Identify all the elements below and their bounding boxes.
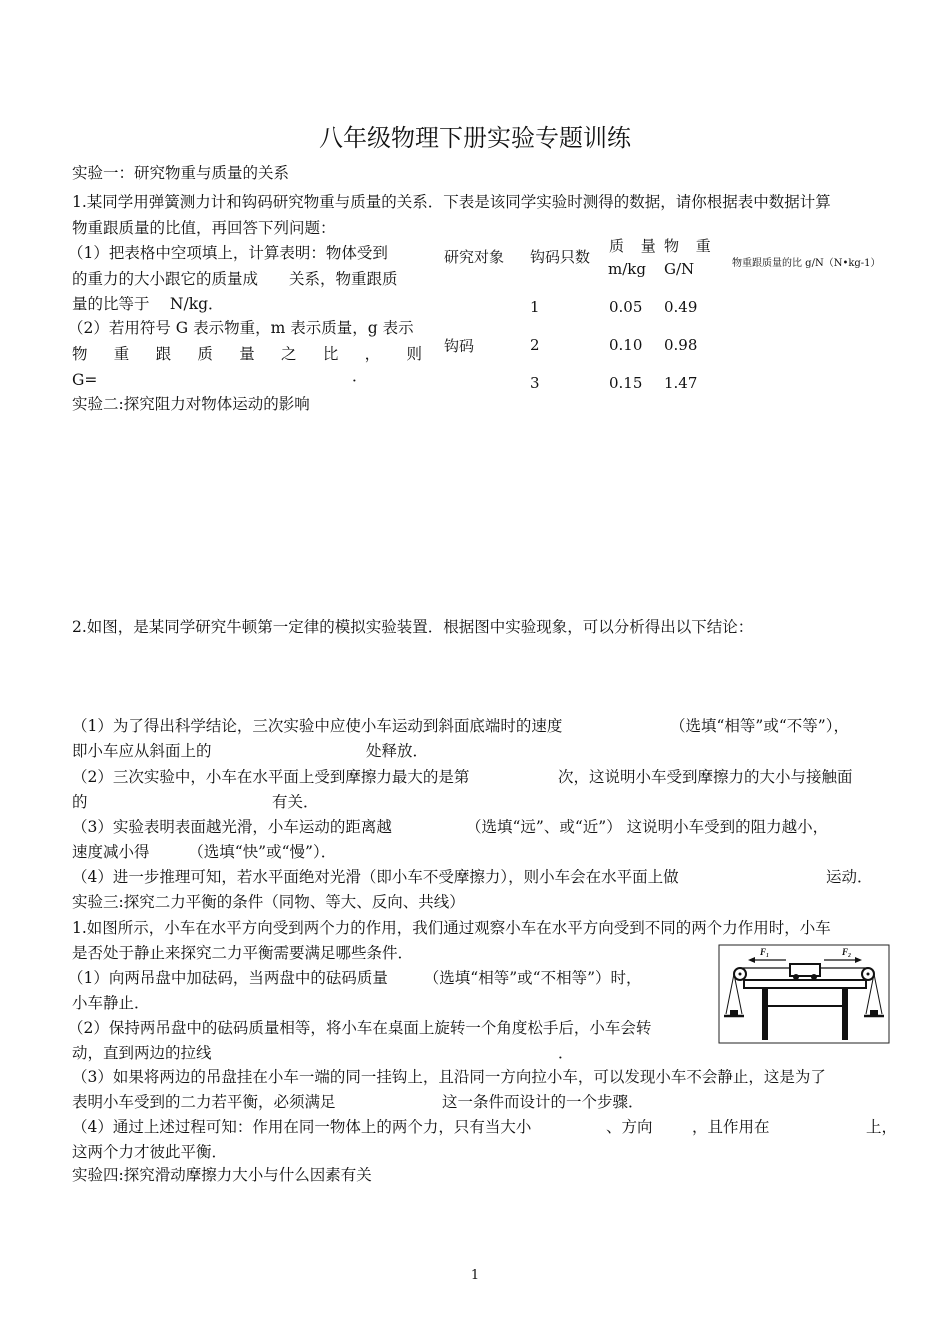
exp2-p3-line2: 速度减小得 （选填“快”或“慢”）． — [72, 843, 337, 861]
force-label-f1: F₁ — [760, 947, 770, 957]
table-header-count: 钩码只数 — [530, 248, 591, 266]
table-header-mass-unit: m/kg — [608, 260, 646, 278]
exp2-p1-line2b: 处释放． — [366, 742, 429, 760]
table-cell-mass: 0.05 — [609, 298, 643, 316]
exp3-p4-line1a: （4）通过上述过程可知：作用在同一物体上的两个力，只有当大小 — [72, 1118, 532, 1136]
exp1-q1-line3: 量的比等于 N/kg． — [72, 295, 224, 313]
exp2-p2-line1a: （2）三次实验中，小车在水平面上受到摩擦力最大的是第 — [72, 768, 470, 786]
force-label-f2: F₂ — [842, 947, 852, 957]
table-header-weight-unit: G/N — [664, 260, 695, 278]
exp3-p4-line1d: 上， — [866, 1118, 898, 1136]
table-cell-weight: 1.47 — [664, 374, 698, 392]
exp3-p4-line1c: ，且作用在 — [692, 1118, 770, 1136]
exp3-heading: 实验三:探究二力平衡的条件（同物、等大、反向、共线） — [72, 893, 465, 911]
table-cell-count: 2 — [530, 336, 540, 354]
exp3-p3-line2a: 表明小车受到的二力若平衡，必须满足 — [72, 1093, 336, 1111]
exp3-p3-line2b: 这一条件而设计的一个步骤． — [442, 1093, 644, 1111]
table-header-weight: 物 重 — [664, 237, 717, 255]
exp3-p1-line2: 小车静止． — [72, 994, 150, 1012]
exp2-p4-line1a: （4）进一步推理可知，若水平面绝对光滑（即小车不受摩擦力），则小车会在水平面上做 — [72, 868, 679, 886]
exp2-p1-line2a: 即小车应从斜面上的 — [72, 742, 212, 760]
table-header-object: 研究对象 — [444, 248, 505, 266]
exp3-intro-line1: 1.如图所示，小车在水平方向受到两个力的作用，我们通过观察小车在水平方向受到不同的两个力作用时，小车 — [72, 919, 831, 937]
exp2-p2-line1b: 次，这说明小车受到摩擦力的大小与接触面 — [558, 768, 853, 786]
exp3-p4-line2: 这两个力才彼此平衡． — [72, 1143, 228, 1161]
exp4-heading: 实验四:探究滑动摩擦力大小与什么因素有关 — [72, 1166, 372, 1184]
exp1-heading: 实验一：研究物重与质量的关系 — [72, 164, 290, 182]
exp1-intro-line2: 物重跟质量的比值，再回答下列问题： — [72, 219, 336, 237]
exp1-q2-line2: 物 重 跟 质 量 之 比 ， 则 — [72, 345, 422, 363]
table-header-mass: 质 量 — [609, 237, 662, 255]
exp2-p3-line1b: （选填“远”、或“近”） 这说明小车受到的阻力越小， — [466, 818, 829, 836]
two-force-balance-figure — [718, 944, 890, 1044]
table-cell-count: 3 — [530, 374, 540, 392]
exp3-intro-line2: 是否处于静止来探究二力平衡需要满足哪些条件． — [72, 944, 414, 962]
exp2-p2-line2a: 的 — [72, 793, 88, 811]
table-object-value: 钩码 — [444, 337, 475, 355]
exp3-p3-line1: （3）如果将两边的吊盘挂在小车一端的同一挂钩上，且沿同一方向拉小车，可以发现小车不会静止，这是为了 — [72, 1068, 826, 1086]
exp3-p1-line1: （1）向两吊盘中加砝码，当两盘中的砝码质量 （选填“相等”或“不相等”）时， — [68, 969, 642, 987]
exp2-heading: 实验二:探究阻力对物体运动的影响 — [72, 395, 310, 413]
exp1-q2-line3b: ． — [352, 367, 368, 385]
table-cell-weight: 0.98 — [664, 336, 698, 354]
table-cell-mass: 0.10 — [609, 336, 643, 354]
exp1-q2-line1: （2）若用符号 G 表示物重，m 表示质量，g 表示 — [68, 319, 414, 337]
exp2-p4-line1b: 运动． — [826, 868, 873, 886]
table-cell-weight: 0.49 — [664, 298, 698, 316]
table-header-ratio: 物重跟质量的比 g/N（N•kg-1） — [732, 258, 881, 269]
exp1-q1-line2: 的重力的大小跟它的质量成 关系，物重跟质 — [72, 270, 398, 288]
exp1-intro-line1: 1.某同学用弹簧测力计和钩码研究物重与质量的关系．下表是该同学实验时测得的数据，请你根据表中数据计算 — [72, 193, 831, 211]
page-title: 八年级物理下册实验专题训练 — [319, 124, 631, 152]
exp2-intro: 2.如图，是某同学研究牛顿第一定律的模拟实验装置．根据图中实验现象，可以分析得出以下结论： — [72, 618, 754, 636]
table-cell-count: 1 — [530, 298, 540, 316]
exp3-p2-line1: （2）保持两吊盘中的砝码质量相等，将小车在桌面上旋转一个角度松手后，小车会转 — [68, 1019, 652, 1037]
table-cell-mass: 0.15 — [609, 374, 643, 392]
exp2-p2-line2b: 有关． — [272, 793, 319, 811]
exp1-q1-line1: （1）把表格中空项填上，计算表明：物体受到 — [68, 244, 388, 262]
page-number: 1 — [470, 1268, 480, 1283]
exp1-q2-line3a: G= — [72, 371, 98, 389]
exp2-p1-line1b: （选填“相等”或“不等”）， — [670, 717, 849, 735]
exp2-p1-line1a: （1）为了得出科学结论，三次实验中应使小车运动到斜面底端时的速度 — [72, 717, 563, 735]
exp3-p2-line2b: ． — [558, 1044, 574, 1062]
exp3-p4-line1b: 、方向 — [606, 1118, 653, 1136]
exp2-p3-line1a: （3）实验表明表面越光滑，小车运动的距离越 — [72, 818, 392, 836]
exp3-p2-line2a: 动，直到两边的拉线 — [72, 1044, 212, 1062]
